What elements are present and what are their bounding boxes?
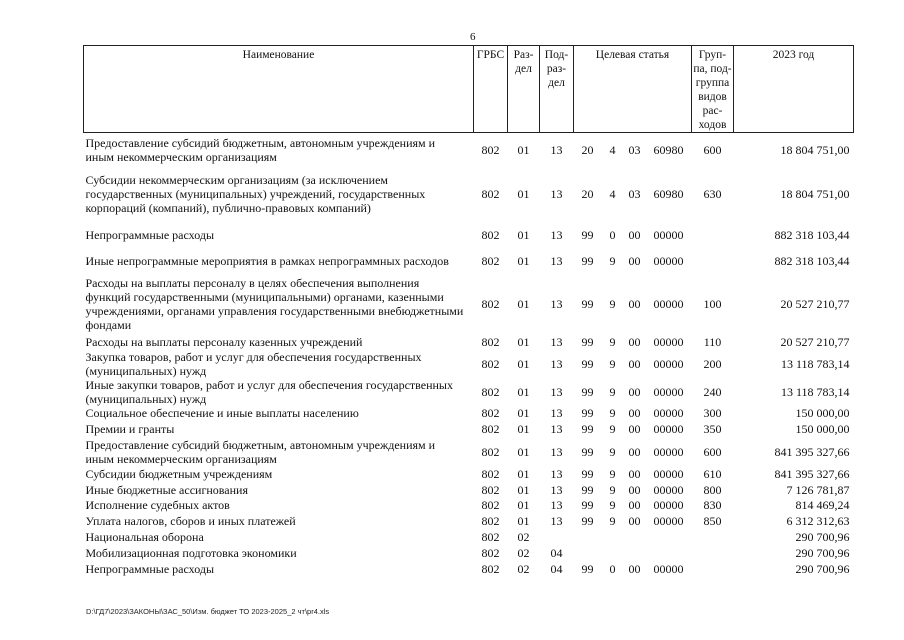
cell-expense-group: 200: [703, 356, 722, 371]
cell-amount: 150 000,00: [795, 421, 850, 436]
cell-target-program: 99: [581, 444, 594, 459]
cell-grbs: 802: [481, 187, 500, 201]
cell-razdel: 01: [517, 187, 530, 201]
cell-amount: 18 804 751,00: [780, 187, 850, 201]
cell-target-direction: 00000: [653, 296, 684, 311]
cell-target-program: 99: [581, 334, 594, 349]
cell-target-program: 99: [581, 253, 594, 268]
cell-target-direction: [646, 529, 692, 545]
cell-amount: 6 312 312,63: [786, 513, 850, 528]
cell-expense-group: 610: [703, 467, 722, 481]
cell-target-program: 20: [581, 187, 594, 201]
cell-target-sub: 00: [628, 467, 641, 481]
cell-expense-group: 350: [703, 421, 722, 436]
table-row: [84, 437, 854, 467]
cell-expense-group: 110: [703, 334, 722, 349]
cell-grbs: 802: [481, 227, 500, 242]
row-name: Национальная оборона: [85, 529, 204, 544]
cell-target-sub: 00: [628, 253, 641, 268]
table-row: [84, 406, 854, 421]
cell-target-program: 99: [581, 384, 594, 399]
cell-target-program: 99: [581, 467, 594, 481]
cell-target-program: 99: [581, 482, 594, 497]
cell-razdel: 02: [517, 545, 530, 560]
cell-razdel: 01: [517, 384, 530, 399]
cell-target-program: [574, 529, 602, 545]
table-row: [84, 378, 854, 406]
cell-razdel: 01: [517, 482, 530, 497]
cell-expense-group: 600: [703, 142, 722, 157]
cell-amount: 882 318 103,44: [774, 253, 850, 268]
cell-target-type: [602, 529, 624, 545]
cell-grbs: 802: [481, 384, 500, 399]
cell-grbs: 802: [481, 561, 500, 576]
header-grbs: ГРБС: [474, 46, 508, 133]
table-row: [84, 467, 854, 482]
table-row: [84, 513, 854, 529]
cell-target-sub: 00: [628, 513, 641, 528]
cell-target-program: 99: [581, 356, 594, 371]
cell-target-sub: 00: [628, 498, 641, 512]
cell-grbs: 802: [481, 482, 500, 497]
cell-expense-group: [692, 222, 734, 248]
cell-podrazdel: 13: [550, 498, 563, 512]
table-row: [84, 482, 854, 498]
header-name: Наименование: [84, 46, 474, 133]
cell-target-sub: 00: [628, 406, 641, 420]
row-name: Иные непрограммные мероприятия в рамках непрограммных расходов: [85, 253, 449, 268]
cell-expense-group: 600: [703, 444, 722, 459]
cell-target-type: 9: [609, 253, 616, 268]
cell-target-direction: 60980: [653, 187, 684, 201]
cell-target-type: 9: [609, 482, 616, 497]
cell-grbs: 802: [481, 253, 500, 268]
cell-target-type: 4: [609, 142, 616, 157]
cell-target-direction: 00000: [653, 406, 684, 420]
page-number: 6: [470, 31, 476, 43]
cell-expense-group: 830: [703, 498, 722, 512]
table-row: [84, 545, 854, 561]
cell-target-type: 9: [609, 296, 616, 311]
cell-target-type: 9: [609, 498, 616, 512]
cell-podrazdel: 13: [550, 467, 563, 481]
cell-razdel: 01: [517, 296, 530, 311]
cell-amount: 290 700,96: [795, 545, 850, 560]
budget-table: [83, 45, 854, 577]
cell-target-type: 4: [609, 187, 616, 201]
cell-target-type: 9: [609, 467, 616, 481]
row-name: Предоставление субсидий бюджетным, автономным учреждениям и иным некоммерческим организациям: [85, 135, 436, 164]
cell-podrazdel: 13: [550, 187, 563, 201]
cell-target-sub: 00: [628, 421, 641, 436]
cell-razdel: 01: [517, 444, 530, 459]
table-row: [84, 167, 854, 222]
cell-grbs: 802: [481, 498, 500, 512]
cell-razdel: 02: [517, 529, 530, 544]
cell-podrazdel: 13: [550, 482, 563, 497]
cell-grbs: 802: [481, 406, 500, 420]
cell-target-direction: 00000: [653, 444, 684, 459]
cell-podrazdel: [540, 529, 574, 545]
table-row: [84, 222, 854, 248]
cell-target-type: 9: [609, 334, 616, 349]
header-podrazdel: Под- раз- дел: [540, 46, 574, 133]
table-row: [84, 133, 854, 167]
cell-target-type: 9: [609, 356, 616, 371]
row-name: Непрограммные расходы: [85, 227, 215, 242]
cell-amount: 20 527 210,77: [780, 334, 850, 349]
cell-podrazdel: 13: [550, 227, 563, 242]
row-name: Расходы на выплаты персоналу в целях обеспечения выполнения функций государственными (муниципальными) органами, казенными учреждениями, органами управления государственными внебюджетными фондами: [85, 275, 464, 332]
table-row: [84, 529, 854, 545]
cell-podrazdel: 13: [550, 334, 563, 349]
cell-razdel: 01: [517, 253, 530, 268]
cell-target-type: 9: [609, 384, 616, 399]
cell-target-program: 99: [581, 421, 594, 436]
cell-amount: 814 469,24: [795, 498, 850, 512]
cell-expense-group: 100: [703, 296, 722, 311]
cell-target-direction: 00000: [653, 513, 684, 528]
cell-podrazdel: 13: [550, 444, 563, 459]
row-name: Субсидии бюджетным учреждениям: [85, 467, 273, 481]
cell-target-direction: 00000: [653, 467, 684, 481]
row-name: Непрограммные расходы: [85, 561, 215, 576]
file-path-footer: D:\ГД7\2023\ЗАКОНЫ\ЗАС_50\Изм. бюджет ТО 2023-2025_2 чт\pr4.xls: [86, 607, 330, 616]
header-razdel: Раз- дел: [508, 46, 540, 133]
cell-target-direction: 60980: [653, 142, 684, 157]
cell-target-sub: 00: [628, 334, 641, 349]
row-name: Иные закупки товаров, работ и услуг для обеспечения государственных (муниципальных) нужд: [85, 377, 453, 406]
cell-grbs: 802: [481, 421, 500, 436]
cell-podrazdel: 13: [550, 253, 563, 268]
row-name: Уплата налогов, сборов и иных платежей: [85, 513, 296, 528]
cell-target-direction: 00000: [653, 227, 684, 242]
cell-podrazdel: 13: [550, 356, 563, 371]
cell-razdel: 01: [517, 142, 530, 157]
cell-razdel: 01: [517, 334, 530, 349]
cell-grbs: 802: [481, 296, 500, 311]
cell-expense-group: 240: [703, 384, 722, 399]
cell-target-program: 99: [581, 513, 594, 528]
cell-amount: 13 118 783,14: [780, 356, 850, 371]
cell-target-sub: 00: [628, 296, 641, 311]
cell-amount: 290 700,96: [795, 529, 850, 544]
cell-target-sub: [624, 545, 646, 561]
cell-target-direction: [646, 545, 692, 561]
cell-target-program: 99: [581, 498, 594, 512]
cell-expense-group: 850: [703, 513, 722, 528]
cell-razdel: 01: [517, 227, 530, 242]
cell-expense-group: [692, 545, 734, 561]
table-row: [84, 561, 854, 577]
cell-target-direction: 00000: [653, 384, 684, 399]
cell-target-direction: 00000: [653, 498, 684, 512]
cell-grbs: 802: [481, 356, 500, 371]
cell-podrazdel: 04: [550, 561, 563, 576]
cell-podrazdel: 13: [550, 513, 563, 528]
cell-amount: 290 700,96: [795, 561, 850, 576]
cell-target-program: 99: [581, 406, 594, 420]
header-target-article: Целевая статья: [574, 46, 692, 133]
row-name: Иные бюджетные ассигнования: [85, 482, 248, 497]
cell-target-sub: [624, 529, 646, 545]
cell-target-type: 0: [609, 227, 616, 242]
cell-expense-group: 630: [703, 187, 722, 201]
row-name: Закупка товаров, работ и услуг для обеспечения государственных (муниципальных) нужд: [85, 349, 422, 378]
cell-grbs: 802: [481, 444, 500, 459]
cell-target-sub: 03: [628, 187, 641, 201]
cell-target-direction: 00000: [653, 421, 684, 436]
cell-target-sub: 03: [628, 142, 641, 157]
cell-target-sub: 00: [628, 384, 641, 399]
cell-target-direction: 00000: [653, 356, 684, 371]
cell-amount: 150 000,00: [795, 406, 850, 420]
cell-podrazdel: 13: [550, 384, 563, 399]
cell-razdel: 01: [517, 513, 530, 528]
row-name: Премии и гранты: [85, 421, 175, 436]
cell-target-sub: 00: [628, 227, 641, 242]
cell-target-type: 9: [609, 513, 616, 528]
table-header-row: [84, 46, 854, 133]
table-row: [84, 334, 854, 350]
header-expense-group: Груп- па, под- группа видов рас- ходов: [692, 46, 734, 133]
cell-target-program: [574, 545, 602, 561]
cell-target-direction: 00000: [653, 482, 684, 497]
row-name: Исполнение судебных актов: [85, 498, 230, 512]
cell-grbs: 802: [481, 513, 500, 528]
cell-target-direction: 00000: [653, 561, 684, 576]
cell-target-type: 0: [609, 561, 616, 576]
table-row: [84, 248, 854, 274]
table-row: [84, 421, 854, 437]
cell-grbs: 802: [481, 545, 500, 560]
cell-target-sub: 00: [628, 444, 641, 459]
cell-amount: 882 318 103,44: [774, 227, 850, 242]
cell-amount: 13 118 783,14: [780, 384, 850, 399]
cell-razdel: 02: [517, 561, 530, 576]
table-body: [84, 133, 854, 577]
cell-expense-group: 300: [703, 406, 722, 420]
header-year: 2023 год: [734, 46, 854, 133]
cell-razdel: 01: [517, 356, 530, 371]
cell-podrazdel: 04: [550, 545, 563, 560]
cell-razdel: 01: [517, 421, 530, 436]
cell-razdel: 01: [517, 467, 530, 481]
cell-target-direction: 00000: [653, 253, 684, 268]
cell-grbs: 802: [481, 142, 500, 157]
cell-amount: 18 804 751,00: [780, 142, 850, 157]
row-name: Субсидии некоммерческим организациям (за исключением государственных (муниципальных) учреждений, государственных корпораций (компаний), публично-правовых компаний): [85, 173, 426, 215]
cell-razdel: 01: [517, 406, 530, 420]
cell-grbs: 802: [481, 467, 500, 481]
cell-target-sub: 00: [628, 561, 641, 576]
cell-target-program: 20: [581, 142, 594, 157]
cell-target-type: [602, 545, 624, 561]
cell-target-sub: 00: [628, 356, 641, 371]
cell-expense-group: 800: [703, 482, 722, 497]
cell-podrazdel: 13: [550, 296, 563, 311]
cell-amount: 20 527 210,77: [780, 296, 850, 311]
table-row: [84, 498, 854, 513]
cell-amount: 7 126 781,87: [786, 482, 850, 497]
cell-target-type: 9: [609, 406, 616, 420]
cell-target-program: 99: [581, 561, 594, 576]
cell-podrazdel: 13: [550, 421, 563, 436]
cell-target-direction: 00000: [653, 334, 684, 349]
row-name: Мобилизационная подготовка экономики: [85, 545, 297, 560]
cell-expense-group: [692, 248, 734, 274]
cell-amount: 841 395 327,66: [774, 444, 850, 459]
cell-razdel: 01: [517, 498, 530, 512]
cell-grbs: 802: [481, 334, 500, 349]
cell-target-type: 9: [609, 421, 616, 436]
row-name: Предоставление субсидий бюджетным, автономным учреждениям и иным некоммерческим организациям: [85, 437, 436, 466]
cell-target-program: 99: [581, 296, 594, 311]
cell-target-sub: 00: [628, 482, 641, 497]
table-row: [84, 274, 854, 334]
cell-podrazdel: 13: [550, 406, 563, 420]
row-name: Социальное обеспечение и иные выплаты населению: [85, 406, 359, 420]
cell-amount: 841 395 327,66: [774, 467, 850, 481]
cell-podrazdel: 13: [550, 142, 563, 157]
cell-target-type: 9: [609, 444, 616, 459]
cell-expense-group: [692, 529, 734, 545]
cell-target-program: 99: [581, 227, 594, 242]
cell-expense-group: [692, 561, 734, 577]
row-name: Расходы на выплаты персоналу казенных учреждений: [85, 334, 363, 349]
table-row: [84, 350, 854, 378]
cell-grbs: 802: [481, 529, 500, 544]
